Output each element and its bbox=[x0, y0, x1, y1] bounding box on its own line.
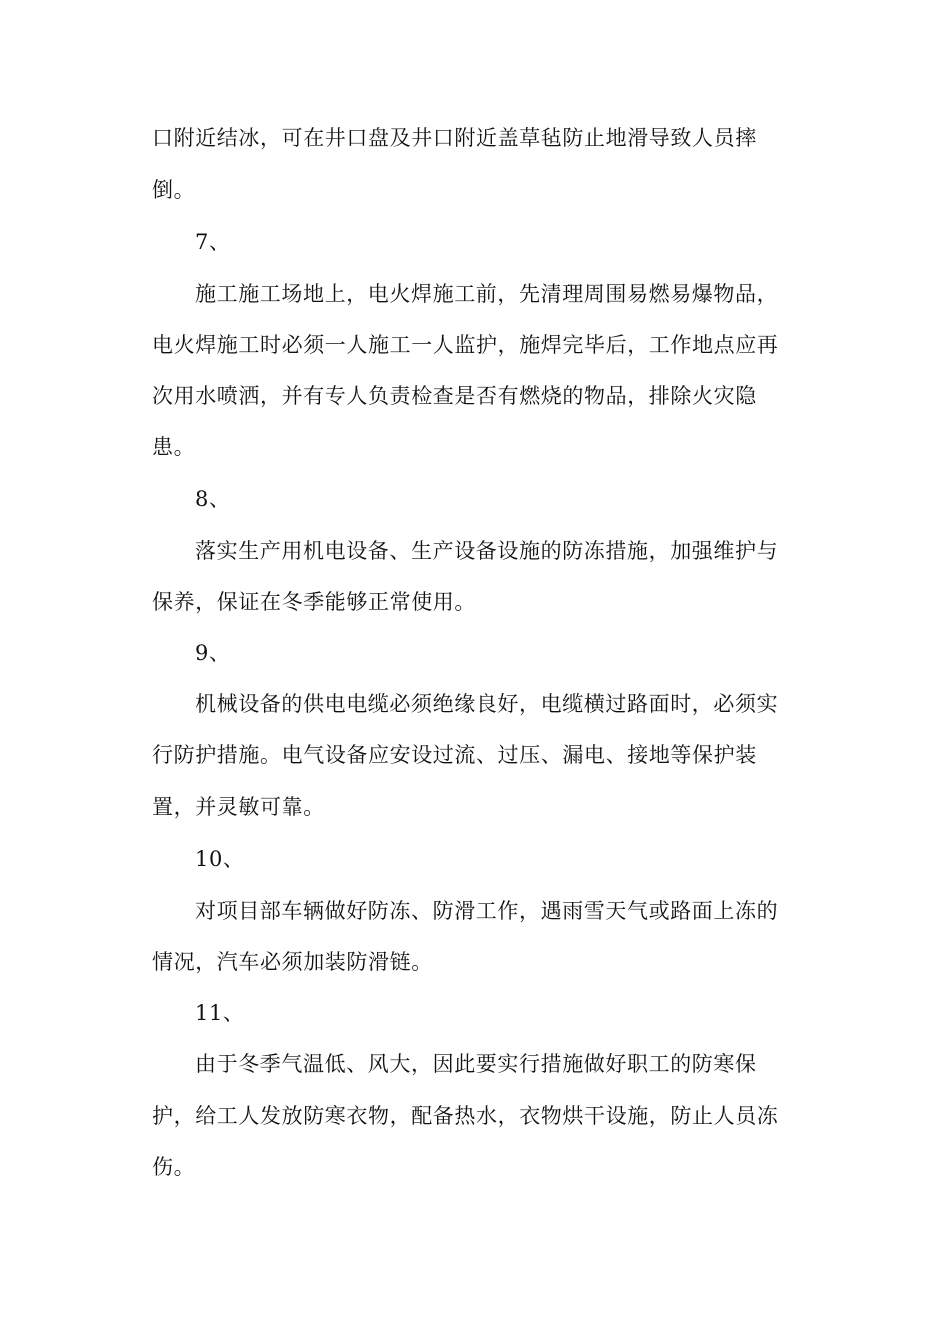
text-line: 由于冬季气温低、风大，因此要实行措施做好职工的防寒保 bbox=[195, 1052, 757, 1076]
text-line: 情况，汽车必须加装防滑链。 bbox=[152, 950, 433, 974]
text-line: 行防护措施。电气设备应安设过流、过压、漏电、接地等保护装 bbox=[152, 743, 757, 767]
text-line: 施工施工场地上，电火焊施工前，先清理周围易燃易爆物品， bbox=[195, 282, 779, 306]
text-line: 伤。 bbox=[152, 1155, 196, 1179]
text-line: 保养，保证在冬季能够正常使用。 bbox=[152, 590, 476, 614]
text-line: 患。 bbox=[152, 435, 196, 459]
text-line: 护，给工人发放防寒衣物，配备热水，衣物烘干设施，防止人员冻 bbox=[152, 1104, 779, 1128]
text-line: 电火焊施工时必须一人施工一人监护，施焊完毕后，工作地点应再 bbox=[152, 333, 779, 357]
item-number: 11、 bbox=[195, 1001, 245, 1025]
text-line: 次用水喷洒，并有专人负责检查是否有燃烧的物品，排除火灾隐 bbox=[152, 384, 757, 408]
text-line: 落实生产用机电设备、生产设备设施的防冻措施，加强维护与 bbox=[195, 539, 779, 563]
text-line: 口附近结冰，可在井口盘及井口附近盖草毡防止地滑导致人员摔 bbox=[152, 126, 757, 150]
item-number: 10、 bbox=[195, 847, 245, 871]
item-number: 8、 bbox=[195, 487, 231, 511]
item-number: 9、 bbox=[195, 641, 231, 665]
text-line: 对项目部车辆做好防冻、防滑工作，遇雨雪天气或路面上冻的 bbox=[195, 899, 779, 923]
text-line: 倒。 bbox=[152, 178, 196, 202]
text-line: 置，并灵敏可靠。 bbox=[152, 795, 325, 819]
text-line: 机械设备的供电电缆必须绝缘良好，电缆横过路面时，必须实 bbox=[195, 692, 779, 716]
item-number: 7、 bbox=[195, 230, 231, 254]
